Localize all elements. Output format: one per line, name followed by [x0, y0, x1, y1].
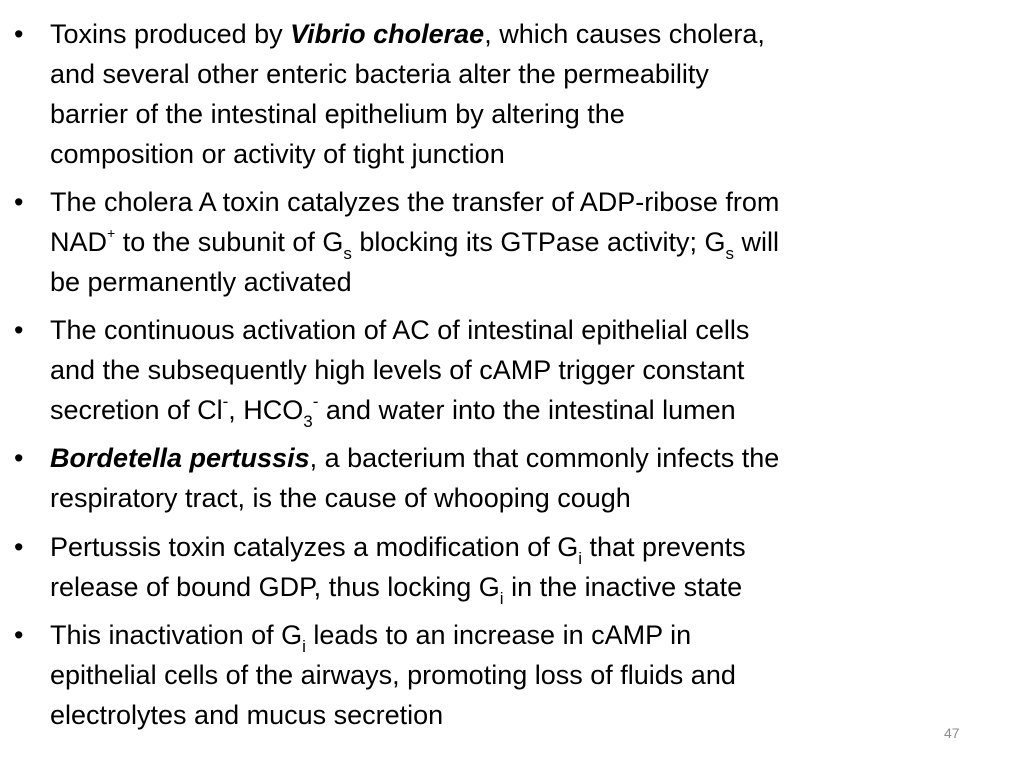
- text-line: The continuous activation of AC of intestinal epithelial cells: [50, 315, 750, 345]
- bullet-text: [50, 527, 1012, 607]
- text-line: epithelial cells of the airways, promoting loss of fluids and: [50, 660, 736, 690]
- bullet-marker: •: [14, 19, 24, 49]
- text-line: composition or activity of tight junction: [50, 139, 505, 169]
- bullet-text: [50, 615, 1012, 735]
- text-line: This inactivation of $G_i$ leads to an increase in cAMP in: [50, 620, 692, 656]
- bullet-marker: •: [14, 620, 24, 650]
- bullet-text: [50, 310, 1012, 430]
- bullet-text: [50, 438, 1012, 518]
- species-name: Bordetella pertussis: [50, 443, 310, 473]
- text-line: Bordetella pertussis, a bacterium that commonly infects the: [50, 443, 780, 473]
- bullet-marker: •: [14, 443, 24, 473]
- text-line: and the subsequently high levels of cAMP trigger constant: [50, 355, 745, 385]
- species-name: Vibrio cholerae: [290, 19, 485, 49]
- page-number: 47: [944, 725, 960, 741]
- text-line: and several other enteric bacteria alter the permeability: [50, 59, 709, 89]
- bullet-text: [50, 182, 1012, 302]
- text-line: barrier of the intestinal epithelium by altering the: [50, 99, 625, 129]
- text-line: release of bound GDP, thus locking $G_i$ in the inactive state: [50, 572, 743, 608]
- text-line: be permanently activated: [50, 267, 352, 297]
- text-line: The cholera A toxin catalyzes the transfer of ADP-ribose from: [50, 187, 780, 217]
- bullet-marker: •: [14, 532, 24, 562]
- text-line: NAD+ to the subunit of $G_s$ blocking its GTPase activity; $G_s$ will: [50, 225, 779, 263]
- bullet-text: [50, 14, 1012, 174]
- text-line: respiratory tract, is the cause of whooping cough: [50, 483, 631, 513]
- text-line: secretion of Cl-, $HCO_3^-$ and water into the intestinal lumen: [50, 392, 736, 431]
- text-line: Toxins produced by Vibrio cholerae, which causes cholera,: [50, 19, 765, 49]
- text-line: Pertussis toxin catalyzes a modification of $G_i$ that prevents: [50, 532, 746, 568]
- text-line: electrolytes and mucus secretion: [50, 700, 444, 730]
- bullet-marker: •: [14, 315, 24, 345]
- bullet-marker: •: [14, 187, 24, 217]
